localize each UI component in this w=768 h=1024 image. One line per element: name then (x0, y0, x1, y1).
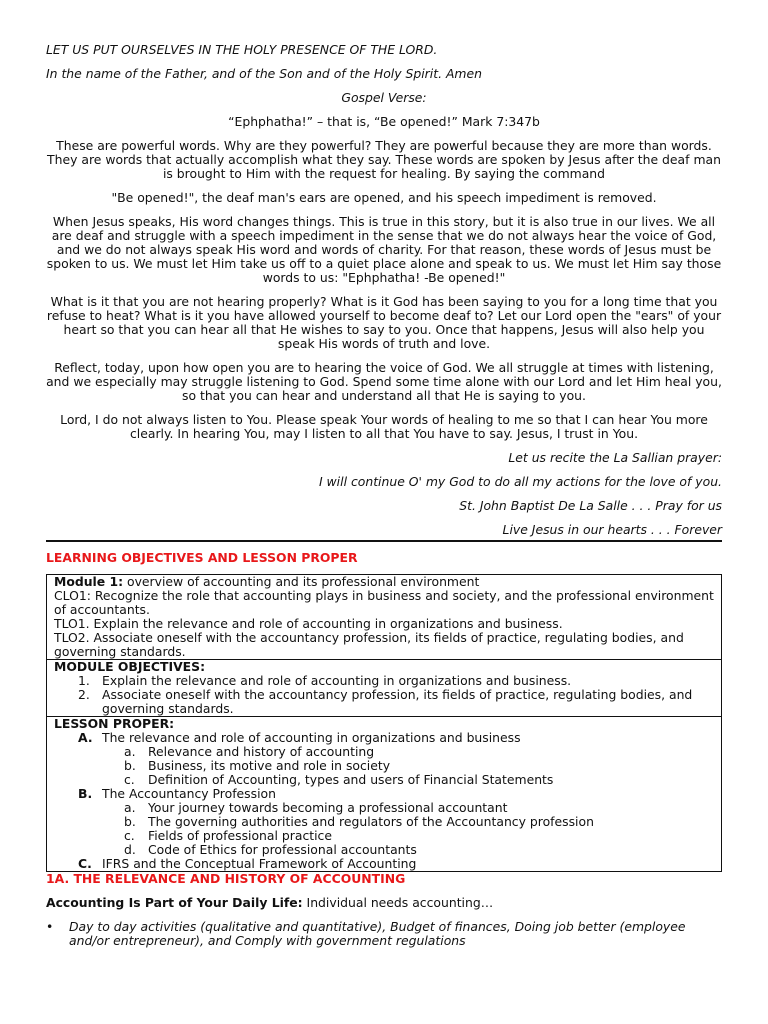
subtopic-label: a. (124, 800, 136, 815)
opening-line-1: LET US PUT OURSELVES IN THE HOLY PRESENCE OF THE LORD. (46, 42, 438, 57)
prayer-line-3: St. John Baptist De La Salle . . . Pray for us (459, 498, 722, 513)
daily-life-bold: Accounting Is Part of Your Daily Life: (46, 895, 303, 910)
module-tlo2: TLO2. Associate oneself with the accountancy profession, its fields of practice, regulating bodies, and governing standards. (54, 630, 684, 659)
gospel-verse-label: Gospel Verse: (341, 90, 427, 105)
reflection-paragraph-1: These are powerful words. Why are they powerful? They are powerful because they are more than words. They are words that actually accomplish what they say. These words are spoken by Jesus after the deaf man is brought to Him with the request for healing. By saying the command (47, 138, 721, 181)
subtopic-text: Business, its motive and role in society (148, 758, 391, 773)
subsection-title: 1A. THE RELEVANCE AND HISTORY OF ACCOUNTING (46, 871, 406, 886)
subtopic-text: The governing authorities and regulators of the Accountancy profession (148, 814, 594, 829)
lesson-subtopic (54, 801, 721, 815)
module-heading (54, 575, 721, 589)
topic-label: C. (78, 856, 92, 871)
topic-text: IFRS and the Conceptual Framework of Accounting (102, 856, 417, 871)
topic-label: B. (78, 786, 93, 801)
topic-label: A. (78, 730, 93, 745)
gospel-verse: “Ephphatha!” – that is, “Be opened!” Mark 7:347b (228, 114, 540, 129)
module-clo1: CLO1: Recognize the role that accounting plays in business and society, and the professional environment of accountants. (54, 588, 714, 617)
module-cell (46, 574, 722, 660)
lesson-topic-a (54, 731, 721, 745)
subtopic-text: Code of Ethics for professional accountants (148, 842, 417, 857)
bullet-text: Day to day activities (qualitative and quantitative), Budget of finances, Doing job better (employee and/or entrepreneur), and Comply with government regulations (69, 919, 686, 948)
section-title: LEARNING OBJECTIVES AND LESSON PROPER (46, 550, 358, 565)
lesson-subtopic (54, 843, 721, 857)
module-objectives-cell (46, 660, 722, 717)
module-objectives-heading: MODULE OBJECTIVES: (54, 659, 206, 674)
module-label: Module 1: (54, 574, 124, 589)
subtopic-text: Relevance and history of accounting (148, 744, 375, 759)
objective-item (54, 674, 721, 688)
lesson-subtopic (54, 745, 721, 759)
reflection-paragraph-3: When Jesus speaks, His word changes things. This is true in this story, but it is also true in our lives. We all are deaf and struggle with a speech impediment in the sense that we do not always hear the voice of God, and we do not always speak His word and words of charity. For that reason, these words of Jesus must be spoken to us. We must let Him take us off to a quiet place alone and speak to us. We must let Him say those words to us: "Ephphatha! -Be opened!" (46, 214, 722, 285)
daily-life-rest: Individual needs accounting… (302, 895, 494, 910)
lesson-subtopic (54, 773, 721, 787)
prayer-line-2: I will continue O' my God to do all my actions for the love of you. (318, 474, 722, 489)
section-divider (46, 540, 722, 542)
objective-text: Associate oneself with the accountancy profession, its fields of practice, regulating bodies, and governing standards. (102, 687, 693, 716)
subtopic-label: d. (124, 842, 136, 857)
prayer-line-1: Let us recite the La Sallian prayer: (508, 450, 722, 465)
lesson-topic-c (54, 857, 721, 871)
reflection-paragraph-2: "Be opened!", the deaf man's ears are opened, and his speech impediment is removed. (111, 190, 657, 205)
document-page (46, 43, 722, 948)
subtopic-label: b. (124, 758, 136, 773)
subtopic-text: Fields of professional practice (148, 828, 332, 843)
lesson-topic-b (54, 787, 721, 801)
reflection-paragraph-5: Reflect, today, upon how open you are to hearing the voice of God. We all struggle at times with listening, and we especially may struggle listening to God. Spend some time alone with our Lord and let Him heal you, so that you can hear and understand all that He is saying to you. (46, 360, 722, 403)
lesson-proper-heading: LESSON PROPER: (54, 716, 175, 731)
objective-number: 1. (78, 673, 90, 688)
objective-number: 2. (78, 687, 90, 702)
bullet-item (46, 920, 722, 948)
prayer-line-4: Live Jesus in our hearts . . . Forever (502, 522, 722, 537)
lesson-subtopic (54, 759, 721, 773)
subtopic-label: b. (124, 814, 136, 829)
subtopic-label: c. (124, 828, 135, 843)
lesson-subtopic (54, 829, 721, 843)
topic-text: The Accountancy Profession (102, 786, 276, 801)
subtopic-text: Your journey towards becoming a professional accountant (148, 800, 508, 815)
module-tlo1: TLO1. Explain the relevance and role of accounting in organizations and business. (54, 616, 563, 631)
opening-line-2: In the name of the Father, and of the Son and of the Holy Spirit. Amen (46, 66, 482, 81)
subtopic-label: c. (124, 772, 135, 787)
lesson-proper-cell (46, 717, 722, 872)
objectives-table (46, 574, 722, 872)
objective-item (54, 688, 721, 716)
subtopic-label: a. (124, 744, 136, 759)
topic-text: The relevance and role of accounting in organizations and business (102, 730, 521, 745)
reflection-paragraph-6: Lord, I do not always listen to You. Please speak Your words of healing to me so that I can hear You more clearly. In hearing You, may I listen to all that You have to say. Jesus, I trust in You. (60, 412, 708, 441)
daily-life-line (46, 896, 722, 910)
objective-text: Explain the relevance and role of accounting in organizations and business. (102, 673, 572, 688)
module-title: overview of accounting and its professional environment (123, 574, 480, 589)
lesson-subtopic (54, 815, 721, 829)
bullet-icon: • (46, 919, 54, 934)
reflection-paragraph-4: What is it that you are not hearing properly? What is it God has been saying to you for a long time that you refuse to heat? What is it you have allowed yourself to become deaf to? Let our Lord open the "ears" of your heart so that you can hear all that He wishes to say to you. Once that happens, Jesus will also help you speak His words of truth and love. (46, 294, 722, 351)
subtopic-text: Definition of Accounting, types and users of Financial Statements (148, 772, 554, 787)
